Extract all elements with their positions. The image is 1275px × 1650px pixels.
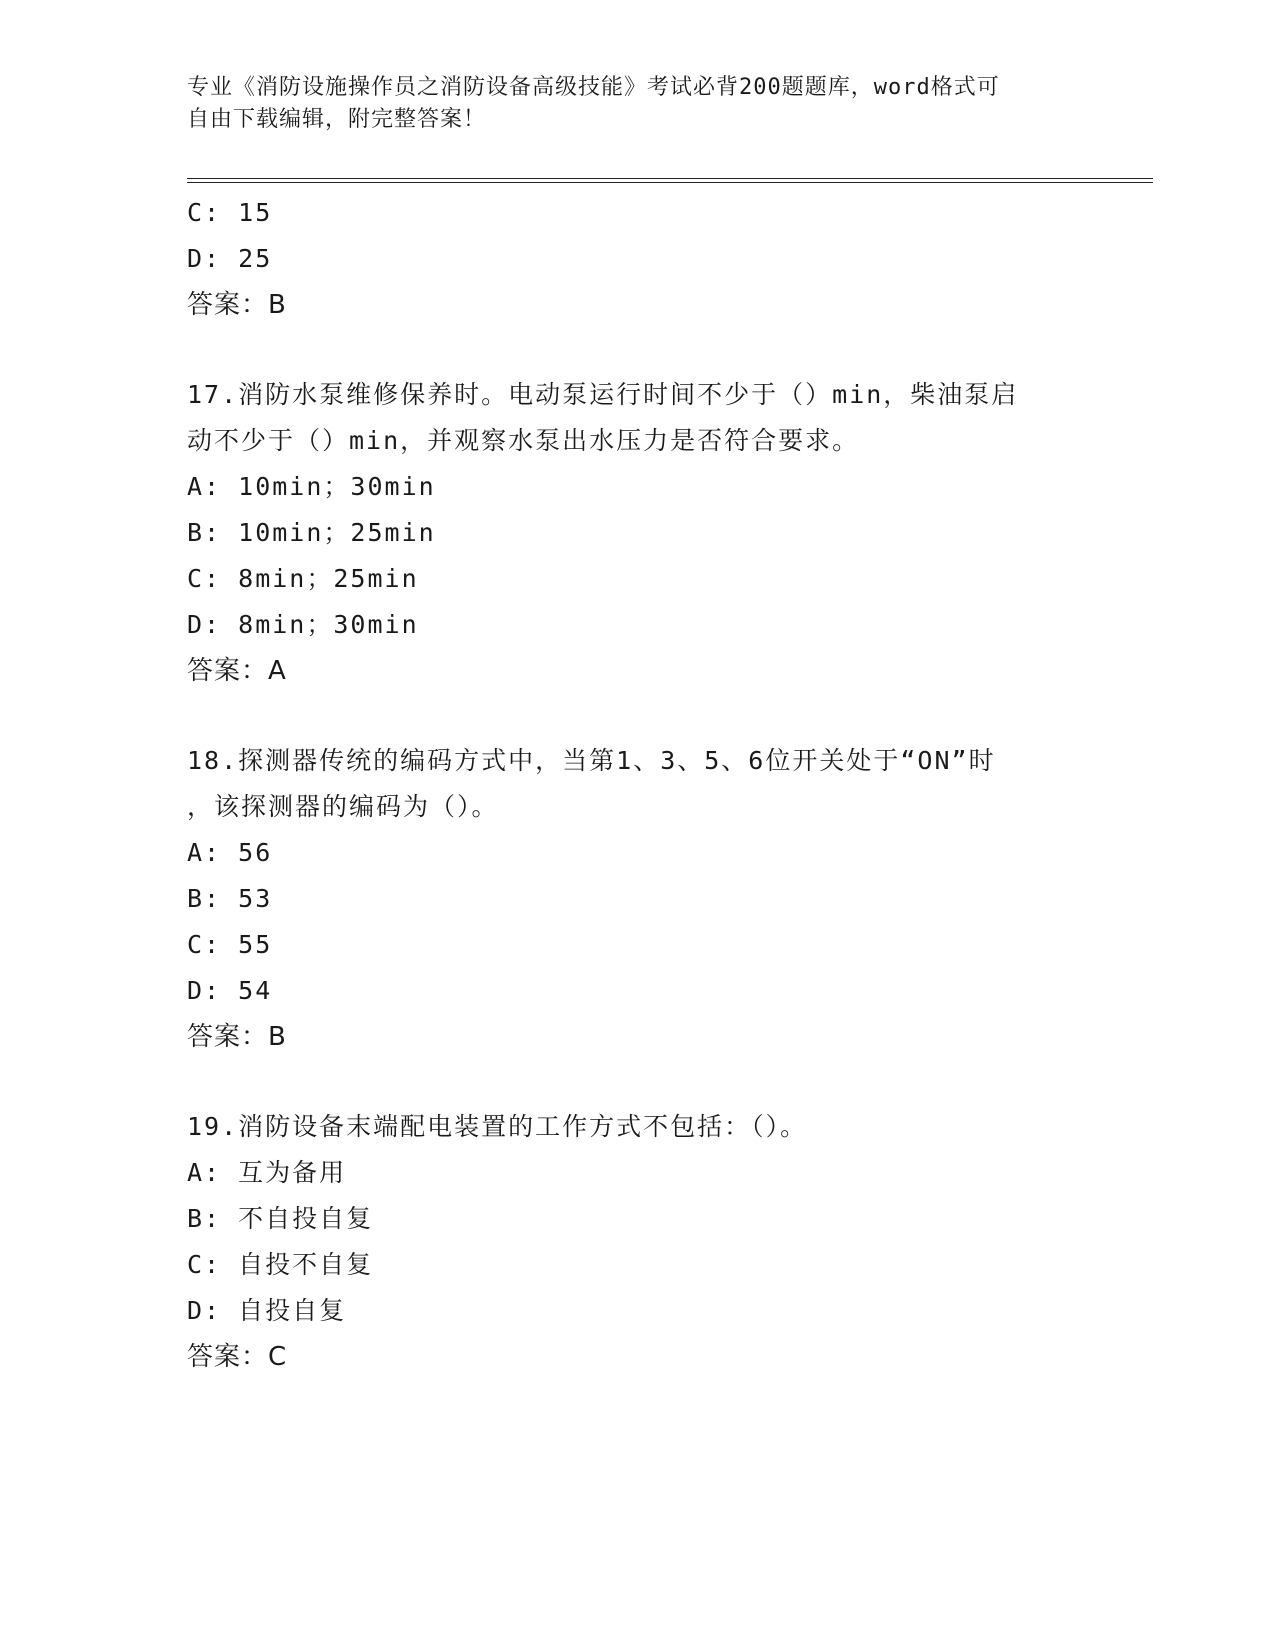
option-a: A: 互为备用 <box>187 1158 347 1187</box>
answer-line: 答案：B <box>187 290 287 320</box>
question-content <box>187 190 1087 1380</box>
spacer <box>187 1060 1087 1104</box>
answer-line: 答案：B <box>187 1022 287 1052</box>
question-19 <box>187 1104 1087 1380</box>
answer-line: 答案：C <box>187 1342 288 1372</box>
option-c: C: 8min；25min <box>187 564 419 593</box>
header-divider-top <box>187 178 1153 179</box>
option-c: C: 15 <box>187 198 273 227</box>
spacer <box>187 328 1087 372</box>
question-stem-line: 19.消防设备末端配电装置的工作方式不包括：（）。 <box>187 1112 808 1141</box>
option-b: B: 不自投自复 <box>187 1204 374 1233</box>
spacer <box>187 694 1087 738</box>
header-title-line1: 专业《消防设施操作员之消防设备高级技能》考试必背200题题库，word格式可 <box>187 75 1000 100</box>
option-a: A: 10min；30min <box>187 472 436 501</box>
option-c: C: 55 <box>187 930 273 959</box>
page-header <box>187 72 1067 136</box>
question-17 <box>187 372 1087 694</box>
question-stem-line: 17.消防水泵维修保养时。电动泵运行时间不少于（）min，柴油泵启 <box>187 380 1019 409</box>
answer-line: 答案：A <box>187 656 287 686</box>
option-d: D: 自投自复 <box>187 1296 347 1325</box>
option-d: D: 8min；30min <box>187 610 419 639</box>
option-a: A: 56 <box>187 838 273 867</box>
option-b: B: 53 <box>187 884 273 913</box>
header-title-line2: 自由下载编辑，附完整答案！ <box>187 107 487 132</box>
question-stem-line: ，该探测器的编码为（）。 <box>187 792 499 821</box>
option-d: D: 54 <box>187 976 273 1005</box>
question-18 <box>187 738 1087 1060</box>
question-stem-line: 18.探测器传统的编码方式中，当第1、3、5、6位开关处于“ON”时 <box>187 746 996 775</box>
previous-question-tail <box>187 190 1087 328</box>
option-c: C: 自投不自复 <box>187 1250 374 1279</box>
question-stem-line: 动不少于（）min，并观察水泵出水压力是否符合要求。 <box>187 426 860 455</box>
option-b: B: 10min；25min <box>187 518 436 547</box>
header-divider-bottom <box>187 182 1153 183</box>
option-d: D: 25 <box>187 244 273 273</box>
